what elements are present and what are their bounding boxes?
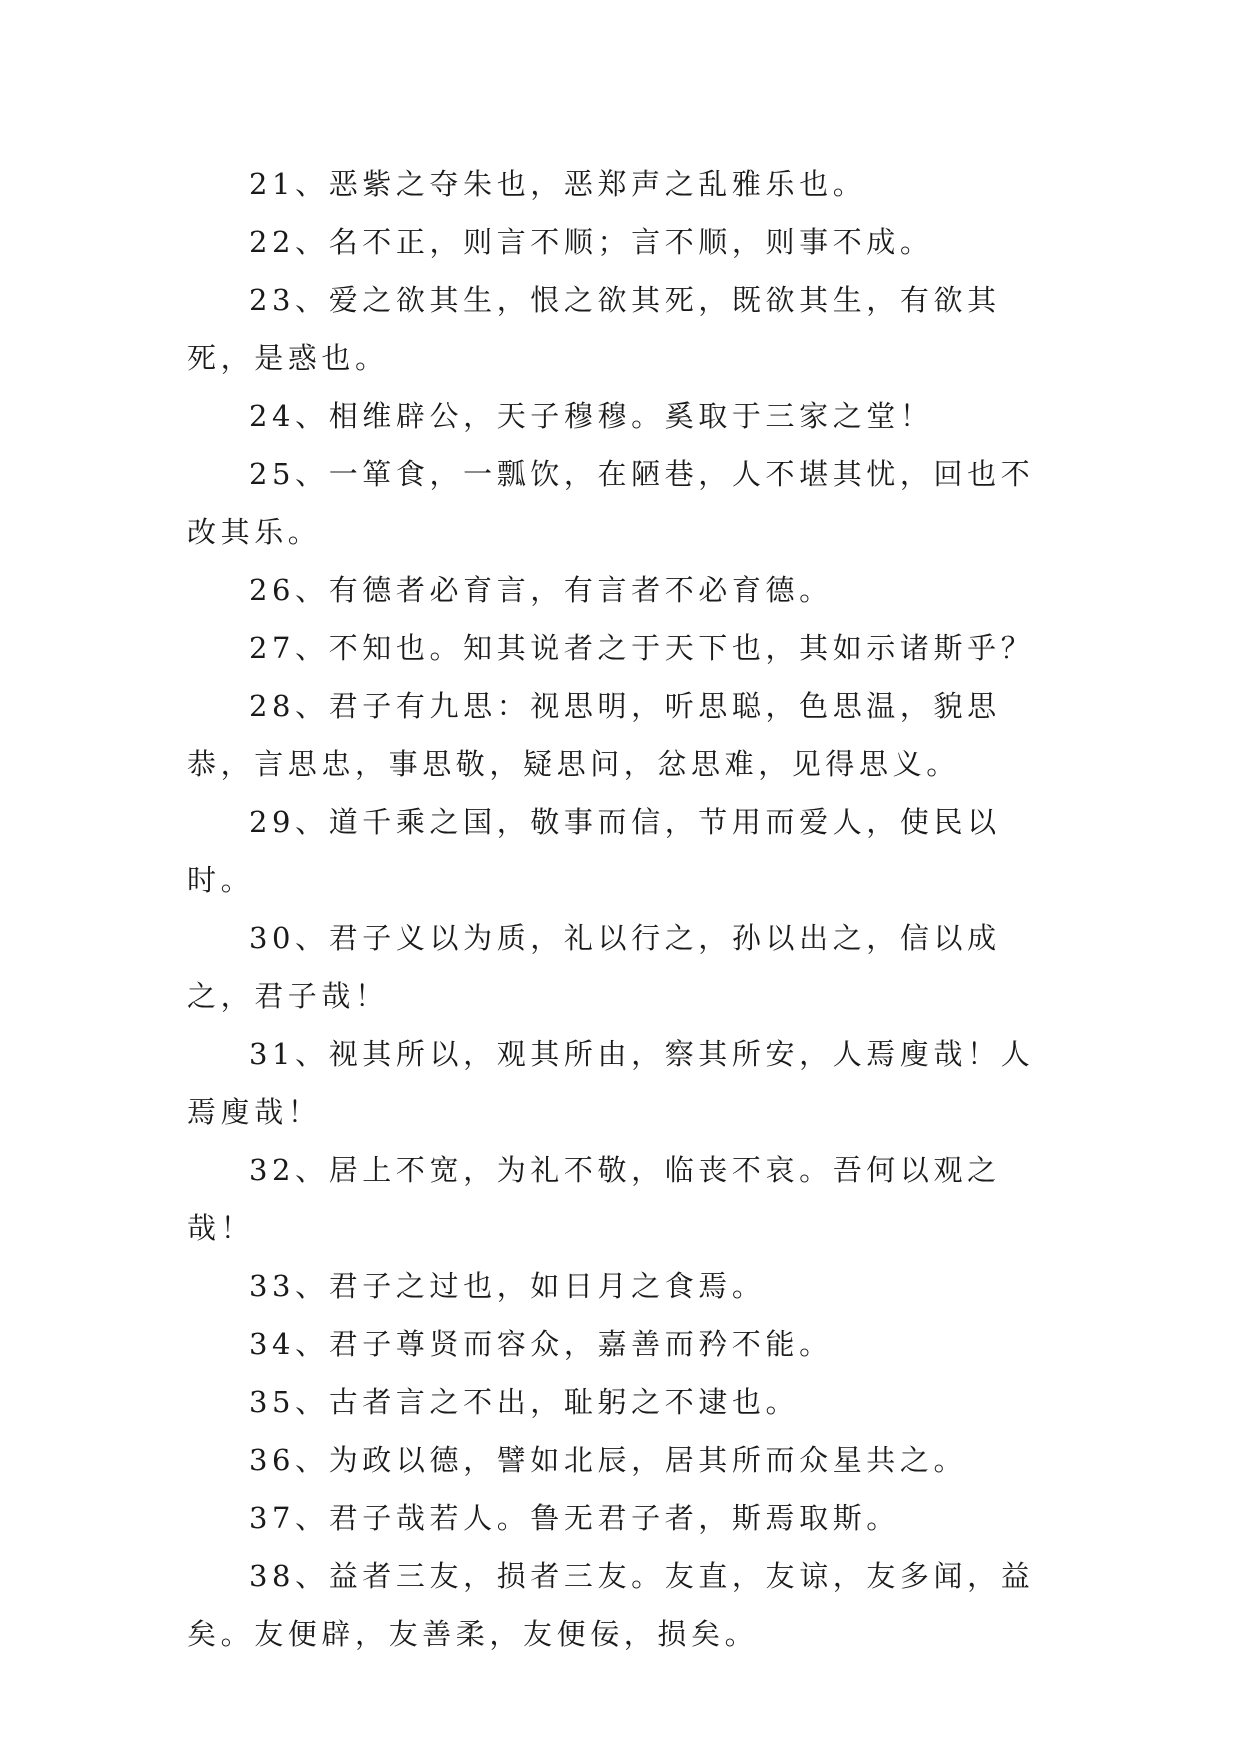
- paragraph-31: 31、视其所以，观其所由，察其所安，人焉廋哉！人焉廋哉！: [187, 1037, 1035, 1129]
- paragraph-21: 21、恶紫之夺朱也，恶郑声之乱雅乐也。: [249, 167, 867, 201]
- paragraph-28: 28、君子有九思：视思明，听思聪，色思温，貌思恭，言思忠，事思敬，疑思问，忿思难，见得思义。: [187, 689, 1001, 781]
- paragraph-37: 37、君子哉若人。鲁无君子者，斯焉取斯。: [249, 1501, 900, 1535]
- paragraph-35: 35、古者言之不出，耻躬之不逮也。: [249, 1385, 800, 1419]
- paragraph-27: 27、不知也。知其说者之于天下也，其如示诸斯乎？: [249, 631, 1035, 665]
- paragraph-23: 23、爱之欲其生，恨之欲其死，既欲其生，有欲其死，是惑也。: [187, 283, 1001, 375]
- paragraph-33: 33、君子之过也，如日月之食焉。: [249, 1269, 766, 1303]
- text-block: [187, 155, 1067, 1663]
- paragraph-32: 32、居上不宽，为礼不敬，临丧不哀。吾何以观之哉！: [187, 1153, 1001, 1245]
- paragraph-26: 26、有德者必育言，有言者不必育德。: [249, 573, 833, 607]
- paragraph-38: 38、益者三友，损者三友。友直，友谅，友多闻，益矣。友便辟，友善柔，友便佞，损矣。: [187, 1559, 1035, 1651]
- paragraph-29: 29、道千乘之国，敬事而信，节用而爱人，使民以时。: [187, 805, 1001, 897]
- paragraph-30: 30、君子义以为质，礼以行之，孙以出之，信以成之，君子哉！: [187, 921, 1001, 1013]
- paragraph-34: 34、君子尊贤而容众，嘉善而矜不能。: [249, 1327, 833, 1361]
- paragraph-25: 25、一箪食，一瓢饮，在陋巷，人不堪其忧，回也不改其乐。: [187, 457, 1035, 549]
- paragraph-24: 24、相维辟公，天子穆穆。奚取于三家之堂！: [249, 399, 934, 433]
- paragraph-22: 22、名不正，则言不顺；言不顺，则事不成。: [249, 225, 934, 259]
- paragraph-36: 36、为政以德，譬如北辰，居其所而众星共之。: [249, 1443, 968, 1477]
